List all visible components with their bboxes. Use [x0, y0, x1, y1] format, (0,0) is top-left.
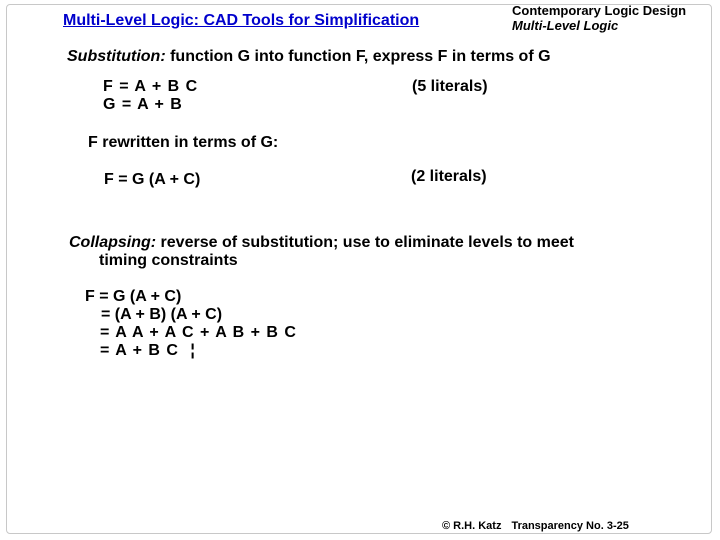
slide-title: Multi-Level Logic: CAD Tools for Simplification: [63, 12, 420, 29]
equation-g: G = A + B: [103, 96, 183, 113]
substitution-definition: [67, 48, 551, 66]
literal-count-original: (5 literals): [412, 78, 488, 95]
collapsing-definition-cont: timing constraints: [99, 252, 238, 269]
collapse-step-4: [100, 342, 196, 360]
literal-count-rewritten: (2 literals): [411, 168, 487, 185]
collapsing-definition: [69, 234, 574, 252]
broken-bar-glyph: ¦: [190, 342, 196, 359]
rewritten-label: F rewritten in terms of G:: [88, 134, 279, 151]
collapsing-text: reverse of substitution; use to eliminate levels to meet: [156, 234, 574, 251]
slide-footer: [442, 520, 629, 532]
collapsing-term: Collapsing:: [69, 234, 157, 251]
equation-f-in-g: F = G (A + C): [104, 171, 201, 188]
substitution-text: function G into function F, express F in terms of G: [165, 48, 551, 65]
collapse-step-2: = (A + B) (A + C): [101, 306, 223, 323]
author-credit: © R.H. Katz: [442, 520, 502, 532]
substitution-term: Substitution:: [67, 48, 166, 65]
collapse-step-4-text: = A + B C: [100, 342, 179, 359]
course-header: [512, 3, 686, 33]
collapse-step-1: F = G (A + C): [85, 288, 182, 305]
course-topic: Multi-Level Logic: [512, 18, 619, 33]
transparency-number: Transparency No. 3-25: [511, 520, 629, 532]
collapse-step-3: = A A + A C + A B + B C: [100, 324, 297, 341]
course-name: Contemporary Logic Design: [512, 3, 687, 18]
equation-f: F = A + B C: [103, 78, 199, 95]
